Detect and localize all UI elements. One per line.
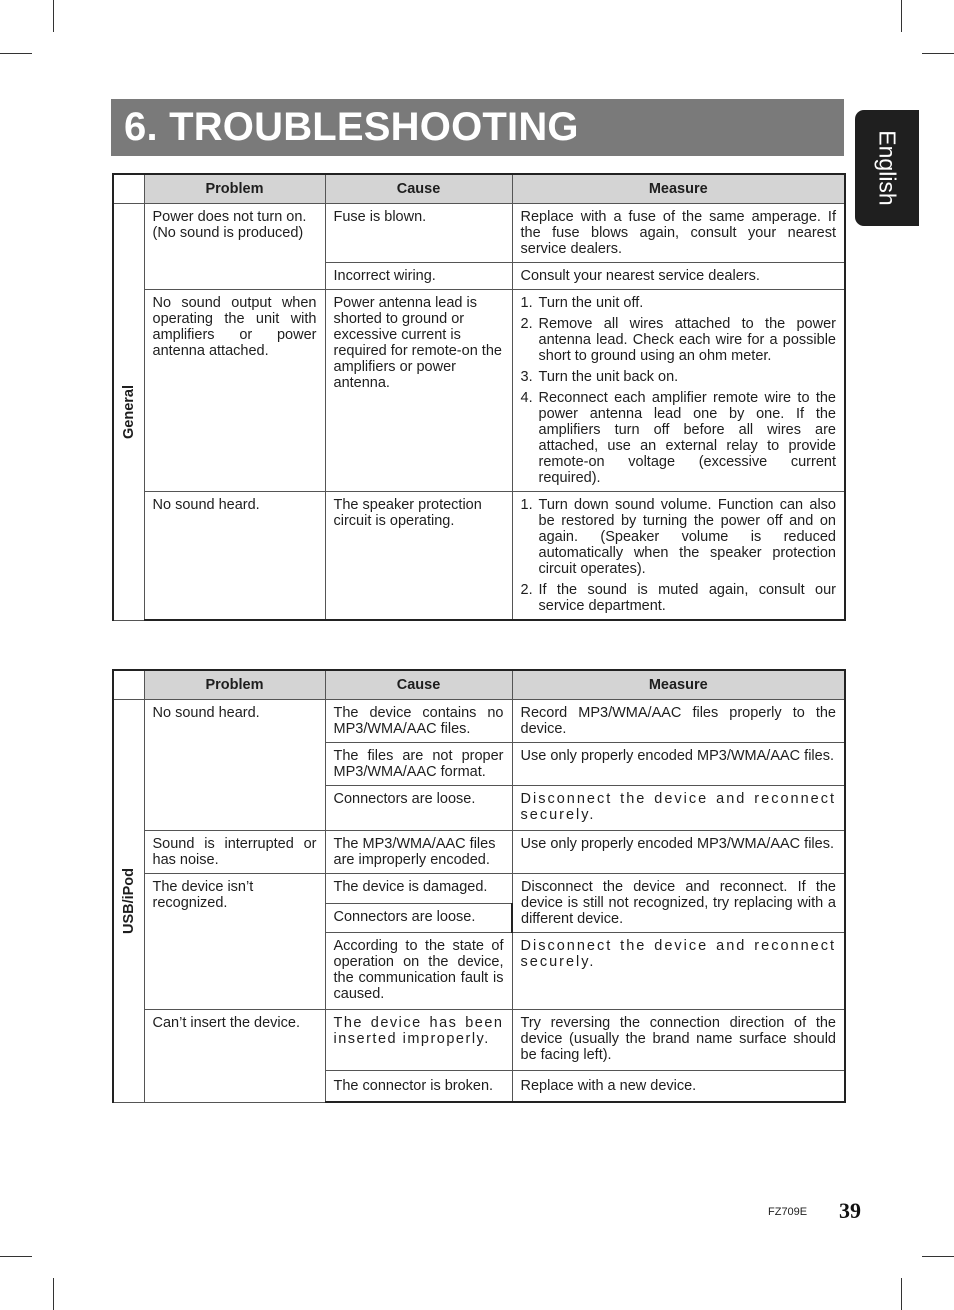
column-header-cause: Cause xyxy=(325,174,512,204)
cause-cell: The files are not proper MP3/WMA/AAC format. xyxy=(325,743,512,786)
header-blank-cell xyxy=(113,174,144,204)
table-row xyxy=(113,290,845,492)
column-header-cause: Cause xyxy=(325,670,512,700)
cause-cell: The device contains no MP3/WMA/AAC files. xyxy=(325,700,512,743)
problem-cell: Power does not turn on. (No sound is produced) xyxy=(144,204,325,290)
table-row xyxy=(113,1010,845,1071)
measure-step: 2. If the sound is muted again, consult our service department. xyxy=(520,582,836,614)
problem-cell: No sound heard. xyxy=(144,492,325,621)
table-row xyxy=(113,204,845,263)
cause-cell: The device has been inserted improperly. xyxy=(325,1010,512,1071)
measure-cell xyxy=(512,290,845,492)
measure-cell: Replace with a new device. xyxy=(512,1071,845,1103)
crop-mark xyxy=(53,1278,54,1310)
category-cell-general xyxy=(113,204,144,621)
measure-steps-list xyxy=(521,295,837,486)
measure-cell: Record MP3/WMA/AAC files properly to the device. xyxy=(512,700,845,743)
crop-mark xyxy=(0,53,32,54)
cause-cell: Fuse is blown. xyxy=(325,204,512,263)
measure-step: 4. Reconnect each amplifier remote wire to the power antenna lead one by one. If the amplifiers turn off before all wires are attached, use an external relay to provide remote-on voltage (excessive current required). xyxy=(520,390,836,486)
category-cell-usb-ipod xyxy=(113,700,144,1103)
language-tab xyxy=(855,110,919,226)
table-row xyxy=(113,831,845,874)
column-header-measure: Measure xyxy=(512,670,845,700)
column-header-measure: Measure xyxy=(512,174,845,204)
measure-cell: Disconnect the device and reconnect securely. xyxy=(512,933,845,1010)
crop-mark xyxy=(922,53,954,54)
header-blank-cell xyxy=(113,670,144,700)
general-troubleshooting-table xyxy=(112,173,846,621)
measure-cell: Use only properly encoded MP3/WMA/AAC files. xyxy=(512,743,845,786)
cause-cell: The speaker protection circuit is operating. xyxy=(325,492,512,621)
table-row xyxy=(113,492,845,621)
measure-step: 3. Turn the unit back on. xyxy=(520,369,679,385)
category-label: USB/iPod xyxy=(120,867,137,934)
measure-step: 1. Turn the unit off. xyxy=(520,295,644,311)
measure-steps-list xyxy=(521,497,837,614)
problem-cell: No sound heard. xyxy=(144,700,325,831)
crop-mark xyxy=(901,0,902,32)
measure-cell: Replace with a fuse of the same amperage. If the fuse blows again, consult your nearest service dealers. xyxy=(512,204,845,263)
cause-cell: According to the state of operation on the device, the communication fault is caused. xyxy=(325,933,512,1010)
measure-step: 2. Remove all wires attached to the power antenna lead. Check each wire for a possible short to ground using an ohm meter. xyxy=(520,316,836,364)
measure-cell: Consult your nearest service dealers. xyxy=(512,263,845,290)
problem-cell: The device isn’t recognized. xyxy=(144,874,325,1010)
page-number: 39 xyxy=(839,1198,861,1223)
cause-cell: Power antenna lead is shorted to ground or excessive current is required for remote-on the amplifiers or power antenna. xyxy=(325,290,512,492)
category-label: General xyxy=(120,384,137,439)
crop-mark xyxy=(0,1256,32,1257)
table-row xyxy=(113,700,845,743)
table-header-row xyxy=(113,174,845,204)
measure-cell: Disconnect the device and reconnect securely. xyxy=(512,786,845,831)
usb-ipod-troubleshooting-table xyxy=(112,669,846,1103)
page-title: 6. TROUBLESHOOTING xyxy=(111,99,844,156)
cause-cell: Connectors are loose. xyxy=(325,903,512,933)
measure-step: 1. Turn down sound volume. Function can also be restored by turning the power off and on again. (Speaker volume is reduced automatically when the speaker protection circuit operates). xyxy=(520,497,836,577)
table-row xyxy=(113,874,845,904)
model-number: FZ709E xyxy=(768,1206,808,1218)
crop-mark xyxy=(53,0,54,32)
crop-mark xyxy=(922,1256,954,1257)
measure-cell: Use only properly encoded MP3/WMA/AAC files. xyxy=(512,831,845,874)
crop-mark xyxy=(901,1278,902,1310)
cause-cell: The MP3/WMA/AAC files are improperly encoded. xyxy=(325,831,512,874)
measure-cell: Try reversing the connection direction of the device (usually the brand name surface should be facing left). xyxy=(512,1010,845,1071)
language-tab-label: English xyxy=(874,130,901,206)
problem-cell: Can’t insert the device. xyxy=(144,1010,325,1103)
cause-cell: The device is damaged. xyxy=(325,874,512,904)
cause-cell: The connector is broken. xyxy=(325,1071,512,1103)
problem-cell: Sound is interrupted or has noise. xyxy=(144,831,325,874)
column-header-problem: Problem xyxy=(144,670,325,700)
problem-cell: No sound output when operating the unit with amplifiers or power antenna attached. xyxy=(144,290,325,492)
measure-cell: Disconnect the device and reconnect. If the device is still not recognized, try replacing with a different device. xyxy=(512,874,845,933)
cause-cell: Connectors are loose. xyxy=(325,786,512,831)
cause-cell: Incorrect wiring. xyxy=(325,263,512,290)
table-header-row xyxy=(113,670,845,700)
measure-cell xyxy=(512,492,845,621)
column-header-problem: Problem xyxy=(144,174,325,204)
